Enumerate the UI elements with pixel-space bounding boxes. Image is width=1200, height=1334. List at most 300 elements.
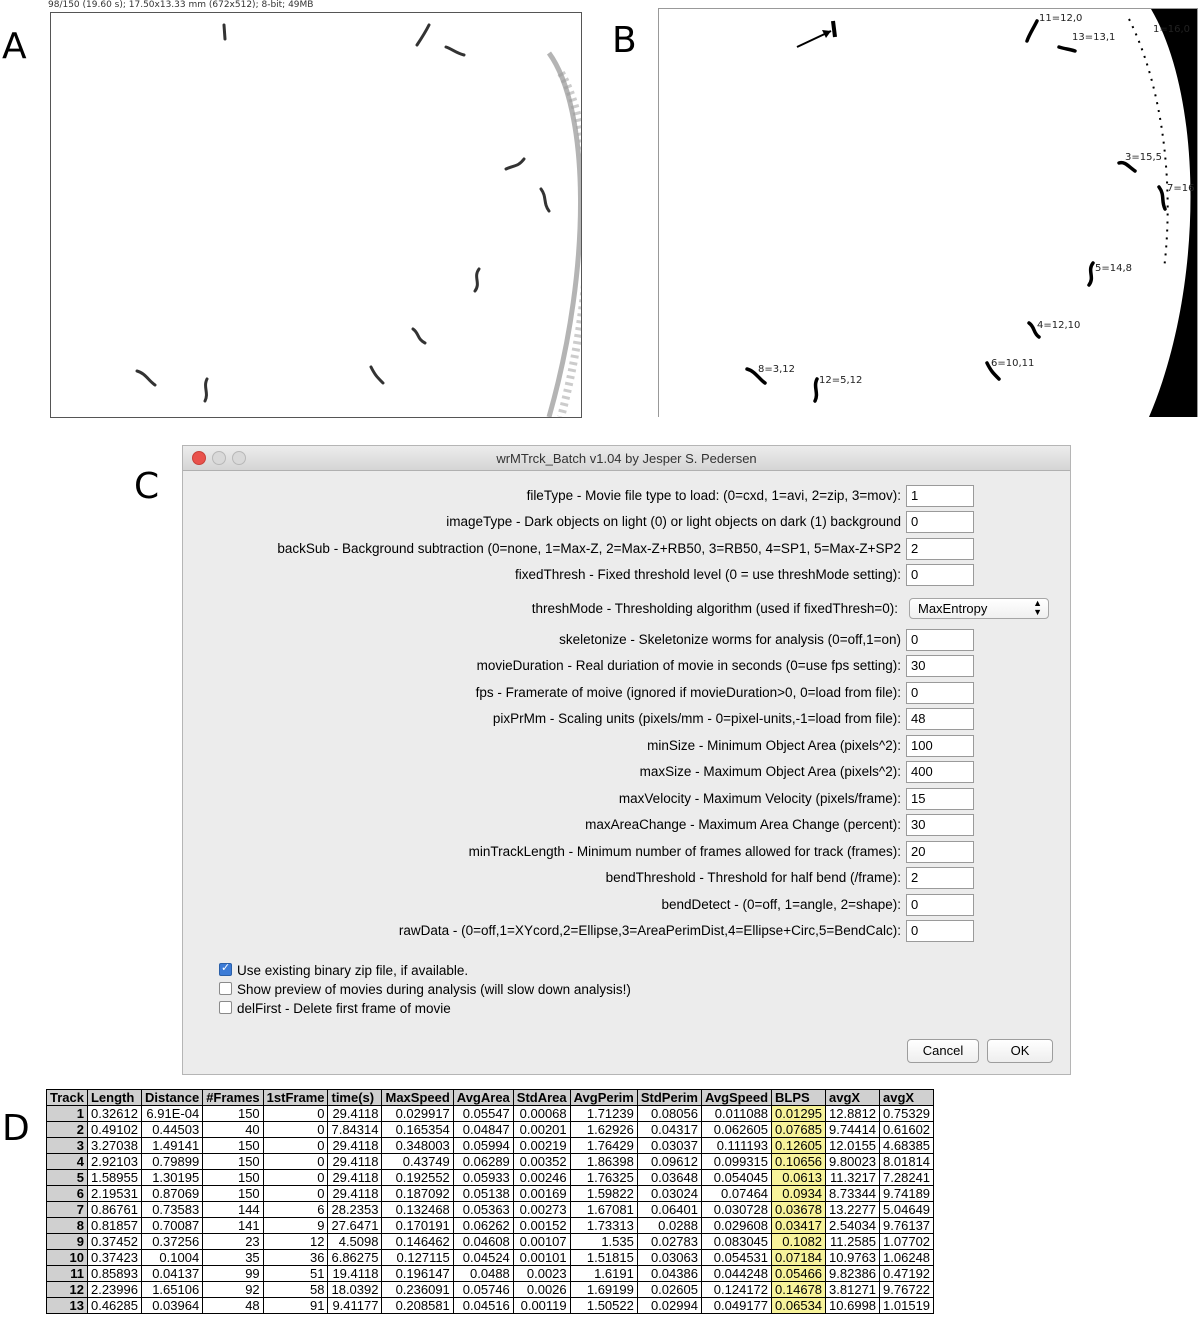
track-id-cell: 10 <box>47 1250 88 1266</box>
table-cell: 0.02783 <box>637 1234 701 1250</box>
worm <box>1089 263 1093 285</box>
table-cell: 0.05933 <box>453 1170 513 1186</box>
table-cell: 0.37423 <box>87 1250 141 1266</box>
track-id-cell: 7 <box>47 1202 88 1218</box>
table-cell: 0.61602 <box>880 1122 934 1138</box>
track-label: 3=15,5 <box>1125 152 1163 163</box>
table-cell: 0.0026 <box>513 1282 570 1298</box>
table-cell: 9.76722 <box>880 1282 934 1298</box>
column-header: 1stFrame <box>263 1090 328 1106</box>
track-label: 4=12,10 <box>1037 320 1081 331</box>
track-id-cell: 5 <box>47 1170 88 1186</box>
track-id-cell: 9 <box>47 1234 88 1250</box>
dialog-titlebar[interactable] <box>183 446 1070 471</box>
table-cell: 1.59822 <box>570 1186 637 1202</box>
table-cell: 0 <box>263 1186 328 1202</box>
table-cell: 36 <box>263 1250 328 1266</box>
track-id-cell: 2 <box>47 1122 88 1138</box>
table-cell: 2.19531 <box>87 1186 141 1202</box>
worm <box>446 47 464 55</box>
param-label-fixedthresh: fixedThresh - Fixed threshold level (0 = use threshMode setting): <box>514 567 901 582</box>
table-cell: 0.00273 <box>513 1202 570 1218</box>
table-cell: 1.73313 <box>570 1218 637 1234</box>
table-cell: 10.9763 <box>826 1250 880 1266</box>
table-cell: 0.02994 <box>637 1298 701 1314</box>
table-cell: 0.14678 <box>772 1282 826 1298</box>
table-cell: 0.111193 <box>701 1138 771 1154</box>
table-cell: 28.2353 <box>328 1202 382 1218</box>
threshmode-select[interactable] <box>909 598 1049 619</box>
threshmode-selected-value: MaxEntropy <box>918 601 988 616</box>
table-cell: 0.03964 <box>141 1298 202 1314</box>
tracked-frame-image <box>658 8 1198 417</box>
table-cell: 144 <box>203 1202 263 1218</box>
track-label: 13=13,1 <box>1072 32 1116 43</box>
table-cell: 0.146462 <box>382 1234 453 1250</box>
column-header: MaxSpeed <box>382 1090 453 1106</box>
worm <box>371 367 383 383</box>
table-cell: 1.76325 <box>570 1170 637 1186</box>
table-cell: 0 <box>263 1154 328 1170</box>
table-cell: 0.029608 <box>701 1218 771 1234</box>
column-header: AvgPerim <box>570 1090 637 1106</box>
table-cell: 0.04608 <box>453 1234 513 1250</box>
table-cell: 0.75329 <box>880 1106 934 1122</box>
table-cell: 0.06401 <box>637 1202 701 1218</box>
table-cell: 4.5098 <box>328 1234 382 1250</box>
column-header: StdArea <box>513 1090 570 1106</box>
table-cell: 0.07184 <box>772 1250 826 1266</box>
table-cell: 0.05547 <box>453 1106 513 1122</box>
table-cell: 6.91E-04 <box>141 1106 202 1122</box>
track-id-cell: 1 <box>47 1106 88 1122</box>
track-id-cell: 11 <box>47 1266 88 1282</box>
column-header: Distance <box>141 1090 202 1106</box>
table-cell: 0.011088 <box>701 1106 771 1122</box>
column-header: avgX <box>826 1090 880 1106</box>
table-cell: 0.236091 <box>382 1282 453 1298</box>
table-cell: 7.28241 <box>880 1170 934 1186</box>
table-cell: 0.06289 <box>453 1154 513 1170</box>
table-cell: 150 <box>203 1170 263 1186</box>
table-row <box>47 1106 934 1122</box>
column-header: AvgSpeed <box>701 1090 771 1106</box>
table-cell: 150 <box>203 1186 263 1202</box>
table-cell: 0.029917 <box>382 1106 453 1122</box>
table-cell: 0.03037 <box>637 1138 701 1154</box>
track-label: 11=12,0 <box>1039 13 1083 24</box>
table-cell: 1.58955 <box>87 1170 141 1186</box>
table-cell: 0.165354 <box>382 1122 453 1138</box>
table-cell: 0.01295 <box>772 1106 826 1122</box>
table-cell: 0.00352 <box>513 1154 570 1170</box>
track-label: 5=14,8 <box>1095 263 1133 274</box>
table-cell: 5.04649 <box>880 1202 934 1218</box>
track-id-cell: 13 <box>47 1298 88 1314</box>
table-cell: 0.86761 <box>87 1202 141 1218</box>
table-cell: 2.54034 <box>826 1218 880 1234</box>
tracked-frame-drawing <box>659 9 1197 417</box>
image-info-header: 98/150 (19.60 s); 17.50x13.33 mm (672x512); 8-bit; 49MB <box>48 0 314 10</box>
table-cell: 1.01519 <box>880 1298 934 1314</box>
table-row <box>47 1218 934 1234</box>
table-row <box>47 1170 934 1186</box>
table-row <box>47 1250 934 1266</box>
table-cell: 0.04137 <box>141 1266 202 1282</box>
table-cell: 0.00169 <box>513 1186 570 1202</box>
worm <box>413 329 425 343</box>
table-cell: 0.127115 <box>382 1250 453 1266</box>
fixedthresh-input[interactable]: 0 <box>906 564 974 586</box>
show-preview-option[interactable] <box>219 982 631 997</box>
worm <box>506 159 524 169</box>
track-id-cell: 8 <box>47 1218 88 1234</box>
param-label-filetype: fileType - Movie file type to load: (0=cxd, 1=avi, 2=zip, 3=mov): <box>526 488 901 503</box>
track-label: 12=5,12 <box>819 375 863 386</box>
table-cell: 0.05746 <box>453 1282 513 1298</box>
table-cell: 1.67081 <box>570 1202 637 1218</box>
worm <box>475 269 479 291</box>
track-label: 1=16,0 <box>1153 24 1191 35</box>
table-cell: 150 <box>203 1154 263 1170</box>
table-cell: 1.50522 <box>570 1298 637 1314</box>
table-cell: 0.02605 <box>637 1282 701 1298</box>
table-cell: 3.81271 <box>826 1282 880 1298</box>
table-row <box>47 1186 934 1202</box>
table-cell: 11.3217 <box>826 1170 880 1186</box>
table-cell: 0.170191 <box>382 1218 453 1234</box>
param-label-maxvelocity: maxVelocity - Maximum Velocity (pixels/frame): <box>618 791 901 806</box>
table-cell: 13.2277 <box>826 1202 880 1218</box>
table-cell: 0.32612 <box>87 1106 141 1122</box>
param-label-maxsize: maxSize - Maximum Object Area (pixels^2): <box>639 764 901 779</box>
param-label-imagetype: imageType - Dark objects on light (0) or light objects on dark (1) background <box>446 514 901 529</box>
table-cell: 9 <box>263 1218 328 1234</box>
table-cell: 0.00119 <box>513 1298 570 1314</box>
table-cell: 150 <box>203 1106 263 1122</box>
table-row <box>47 1266 934 1282</box>
table-cell: 1.62926 <box>570 1122 637 1138</box>
table-cell: 0.099315 <box>701 1154 771 1170</box>
worm <box>417 25 429 45</box>
table-cell: 0.12605 <box>772 1138 826 1154</box>
table-cell: 92 <box>203 1282 263 1298</box>
table-cell: 11.2585 <box>826 1234 880 1250</box>
table-cell: 0.132468 <box>382 1202 453 1218</box>
table-cell: 0.03024 <box>637 1186 701 1202</box>
param-label-minsize: minSize - Minimum Object Area (pixels^2): <box>647 738 901 753</box>
table-cell: 1.69199 <box>570 1282 637 1298</box>
table-cell: 1.51815 <box>570 1250 637 1266</box>
table-cell: 6.86275 <box>328 1250 382 1266</box>
table-cell: 0.05466 <box>772 1266 826 1282</box>
ok-button[interactable]: OK <box>987 1039 1053 1063</box>
table-row <box>47 1202 934 1218</box>
table-cell: 0.07464 <box>701 1186 771 1202</box>
panel-letter-c: C <box>134 466 160 507</box>
param-label-backsub: backSub - Background subtraction (0=none, 1=Max-Z, 2=Max-Z+RB50, 3=RB50, 4=SP1, 5=Max-Z+SP2 <box>277 541 901 556</box>
track-label: 7=16 <box>1167 183 1195 194</box>
worm <box>1119 163 1135 171</box>
table-row <box>47 1122 934 1138</box>
track-id-cell: 3 <box>47 1138 88 1154</box>
table-cell: 0.09612 <box>637 1154 701 1170</box>
table-cell: 0.083045 <box>701 1234 771 1250</box>
table-cell: 0.03678 <box>772 1202 826 1218</box>
table-cell: 35 <box>203 1250 263 1266</box>
table-cell: 0.43749 <box>382 1154 453 1170</box>
checkbox-label: delFirst - Delete first frame of movie <box>237 1001 451 1016</box>
param-label-skeletonize: skeletonize - Skeletonize worms for analysis (0=off,1=on) <box>559 632 901 647</box>
table-cell: 0.44503 <box>141 1122 202 1138</box>
table-cell: 12 <box>263 1234 328 1250</box>
table-cell: 0.00246 <box>513 1170 570 1186</box>
table-cell: 0.79899 <box>141 1154 202 1170</box>
table-cell: 0.1082 <box>772 1234 826 1250</box>
table-cell: 0.85893 <box>87 1266 141 1282</box>
table-cell: 10.6998 <box>826 1298 880 1314</box>
checkbox-label: Show preview of movies during analysis (will slow down analysis!) <box>237 982 631 997</box>
table-cell: 0.04516 <box>453 1298 513 1314</box>
table-cell: 0 <box>263 1170 328 1186</box>
table-cell: 0.04847 <box>453 1122 513 1138</box>
param-label-movieduration: movieDuration - Real duriation of movie in seconds (0=use fps setting): <box>476 658 901 673</box>
table-cell: 1.49141 <box>141 1138 202 1154</box>
delfirst-option[interactable] <box>219 1001 451 1016</box>
table-cell: 29.4118 <box>328 1106 382 1122</box>
table-cell: 0.10656 <box>772 1154 826 1170</box>
column-header: Track <box>47 1090 88 1106</box>
table-cell: 0.03063 <box>637 1250 701 1266</box>
table-body <box>47 1106 934 1314</box>
table-cell: 0.0023 <box>513 1266 570 1282</box>
imagetype-input[interactable]: 0 <box>906 511 974 533</box>
table-row <box>47 1298 934 1314</box>
table-cell: 0.04524 <box>453 1250 513 1266</box>
table-cell: 0 <box>263 1122 328 1138</box>
table-cell: 0.192552 <box>382 1170 453 1186</box>
table-cell: 99 <box>203 1266 263 1282</box>
worm <box>1059 47 1075 51</box>
column-header: #Frames <box>203 1090 263 1106</box>
worm <box>1027 21 1037 41</box>
column-header: StdPerim <box>637 1090 701 1106</box>
table-cell: 0.124172 <box>701 1282 771 1298</box>
table-cell: 29.4118 <box>328 1186 382 1202</box>
column-header: avgX <box>880 1090 934 1106</box>
table-cell: 1.30195 <box>141 1170 202 1186</box>
table-cell: 0.46285 <box>87 1298 141 1314</box>
table-cell: 0.030728 <box>701 1202 771 1218</box>
track-id-cell: 4 <box>47 1154 88 1170</box>
param-label-bendthreshold: bendThreshold - Threshold for half bend (/frame): <box>605 870 901 885</box>
table-cell: 0.08056 <box>637 1106 701 1122</box>
table-cell: 0.348003 <box>382 1138 453 1154</box>
table-cell: 0 <box>263 1106 328 1122</box>
track-label: 6=10,11 <box>991 358 1035 369</box>
results-table <box>46 1089 934 1314</box>
track-id-cell: 6 <box>47 1186 88 1202</box>
table-cell: 0.00068 <box>513 1106 570 1122</box>
table-cell: 0.04317 <box>637 1122 701 1138</box>
table-cell: 12.8812 <box>826 1106 880 1122</box>
maxareachange-input[interactable]: 30 <box>906 814 974 836</box>
raw-frame-drawing <box>51 13 581 417</box>
show-preview-checkbox[interactable] <box>219 982 232 995</box>
use-binary-zip-checkbox[interactable] <box>219 963 232 976</box>
table-cell: 48 <box>203 1298 263 1314</box>
table-cell: 9.76137 <box>880 1218 934 1234</box>
minsize-input[interactable]: 100 <box>906 735 974 757</box>
table-cell: 0.00201 <box>513 1122 570 1138</box>
table-cell: 2.92103 <box>87 1154 141 1170</box>
table-cell: 0.00101 <box>513 1250 570 1266</box>
table-row <box>47 1138 934 1154</box>
cancel-button[interactable]: Cancel <box>907 1039 979 1063</box>
table-cell: 23 <box>203 1234 263 1250</box>
checkbox-label: Use existing binary zip file, if available. <box>237 963 469 978</box>
table-cell: 8.73344 <box>826 1186 880 1202</box>
param-label-threshmode: threshMode - Thresholding algorithm (used if fixedThresh=0): <box>531 601 898 616</box>
table-cell: 9.74189 <box>880 1186 934 1202</box>
table-cell: 27.6471 <box>328 1218 382 1234</box>
use-binary-zip-option[interactable] <box>219 963 468 978</box>
table-cell: 29.4118 <box>328 1154 382 1170</box>
table-row <box>47 1154 934 1170</box>
movieduration-input[interactable]: 30 <box>906 655 974 677</box>
table-cell: 0.0488 <box>453 1266 513 1282</box>
worm <box>815 379 817 401</box>
filetype-input[interactable]: 1 <box>906 485 974 507</box>
table-cell: 0.00219 <box>513 1138 570 1154</box>
table-cell: 1.07702 <box>880 1234 934 1250</box>
table-cell: 0.196147 <box>382 1266 453 1282</box>
batch-settings-dialog <box>182 445 1071 1075</box>
table-cell: 0.49102 <box>87 1122 141 1138</box>
delfirst-checkbox[interactable] <box>219 1001 232 1014</box>
table-cell: 0.37256 <box>141 1234 202 1250</box>
raw-frame-image <box>50 12 582 418</box>
table-cell: 0 <box>263 1138 328 1154</box>
benddetect-input[interactable]: 0 <box>906 894 974 916</box>
table-cell: 0.47192 <box>880 1266 934 1282</box>
table-cell: 0.06534 <box>772 1298 826 1314</box>
table-cell: 1.76429 <box>570 1138 637 1154</box>
table-cell: 0.05138 <box>453 1186 513 1202</box>
table-cell: 0.049177 <box>701 1298 771 1314</box>
table-cell: 29.4118 <box>328 1170 382 1186</box>
worm <box>541 189 549 211</box>
worm <box>224 25 225 39</box>
table-cell: 0.03417 <box>772 1218 826 1234</box>
table-cell: 0.04386 <box>637 1266 701 1282</box>
worm <box>205 379 207 401</box>
column-header: AvgArea <box>453 1090 513 1106</box>
skeletonize-input[interactable]: 0 <box>906 629 974 651</box>
table-header-row <box>47 1090 934 1106</box>
table-cell: 0.062605 <box>701 1122 771 1138</box>
table-cell: 0.05994 <box>453 1138 513 1154</box>
param-label-pixprmm: pixPrMm - Scaling units (pixels/mm - 0=pixel-units,-1=load from file): <box>492 711 901 726</box>
table-cell: 19.4118 <box>328 1266 382 1282</box>
table-cell: 0.1004 <box>141 1250 202 1266</box>
table-cell: 0.06262 <box>453 1218 513 1234</box>
table-cell: 4.68385 <box>880 1138 934 1154</box>
table-cell: 141 <box>203 1218 263 1234</box>
table-cell: 40 <box>203 1122 263 1138</box>
table-cell: 0.054531 <box>701 1250 771 1266</box>
table-cell: 51 <box>263 1266 328 1282</box>
panel-letter-d: D <box>2 1108 30 1149</box>
table-cell: 9.82386 <box>826 1266 880 1282</box>
table-cell: 1.86398 <box>570 1154 637 1170</box>
table-row <box>47 1234 934 1250</box>
dialog-title: wrMTrck_Batch v1.04 by Jesper S. Pedersen <box>496 451 757 466</box>
table-cell: 1.535 <box>570 1234 637 1250</box>
rawdata-input[interactable]: 0 <box>906 920 974 942</box>
param-label-rawdata: rawData - (0=off,1=XYcord,2=Ellipse,3=AreaPerimDist,4=Ellipse+Circ,5=BendCalc): <box>398 923 901 938</box>
table-cell: 29.4118 <box>328 1138 382 1154</box>
column-header: BLPS <box>772 1090 826 1106</box>
table-cell: 9.80023 <box>826 1154 880 1170</box>
table-cell: 0.70087 <box>141 1218 202 1234</box>
table-cell: 0.0288 <box>637 1218 701 1234</box>
worm <box>1159 187 1165 209</box>
table-cell: 0.81857 <box>87 1218 141 1234</box>
table-cell: 0.37452 <box>87 1234 141 1250</box>
table-cell: 0.03648 <box>637 1170 701 1186</box>
select-arrows-icon: ▲ ▼ <box>1033 598 1042 617</box>
table-cell: 0.0934 <box>772 1186 826 1202</box>
table-cell: 18.0392 <box>328 1282 382 1298</box>
param-label-benddetect: bendDetect - (0=off, 1=angle, 2=shape): <box>661 897 901 912</box>
table-cell: 6 <box>263 1202 328 1218</box>
table-cell: 12.0155 <box>826 1138 880 1154</box>
panel-letter-a: A <box>2 26 27 67</box>
fps-input[interactable]: 0 <box>906 682 974 704</box>
table-cell: 0.73583 <box>141 1202 202 1218</box>
table-cell: 91 <box>263 1298 328 1314</box>
table-cell: 2.23996 <box>87 1282 141 1298</box>
table-cell: 3.27038 <box>87 1138 141 1154</box>
bendthreshold-input[interactable]: 2 <box>906 867 974 889</box>
table-cell: 0.054045 <box>701 1170 771 1186</box>
table-cell: 8.01814 <box>880 1154 934 1170</box>
table-cell: 7.84314 <box>328 1122 382 1138</box>
table-cell: 0.187092 <box>382 1186 453 1202</box>
column-header: time(s) <box>328 1090 382 1106</box>
backsub-input[interactable]: 2 <box>906 538 974 560</box>
table-cell: 0.208581 <box>382 1298 453 1314</box>
mintracklength-input[interactable]: 20 <box>906 841 974 863</box>
table-cell: 0.07685 <box>772 1122 826 1138</box>
track-label: 8=3,12 <box>758 364 796 375</box>
table-cell: 0.87069 <box>141 1186 202 1202</box>
table-cell: 0.044248 <box>701 1266 771 1282</box>
table-cell: 150 <box>203 1138 263 1154</box>
panel-letter-b: B <box>612 20 637 61</box>
worm <box>137 371 155 385</box>
pixprmm-input[interactable]: 48 <box>906 708 974 730</box>
table-cell: 1.06248 <box>880 1250 934 1266</box>
table-cell: 1.65106 <box>141 1282 202 1298</box>
maxsize-input[interactable]: 400 <box>906 761 974 783</box>
table-cell: 9.74414 <box>826 1122 880 1138</box>
param-label-maxareachange: maxAreaChange - Maximum Area Change (percent): <box>585 817 901 832</box>
track-id-cell: 12 <box>47 1282 88 1298</box>
maxvelocity-input[interactable]: 15 <box>906 788 974 810</box>
table-cell: 1.71239 <box>570 1106 637 1122</box>
